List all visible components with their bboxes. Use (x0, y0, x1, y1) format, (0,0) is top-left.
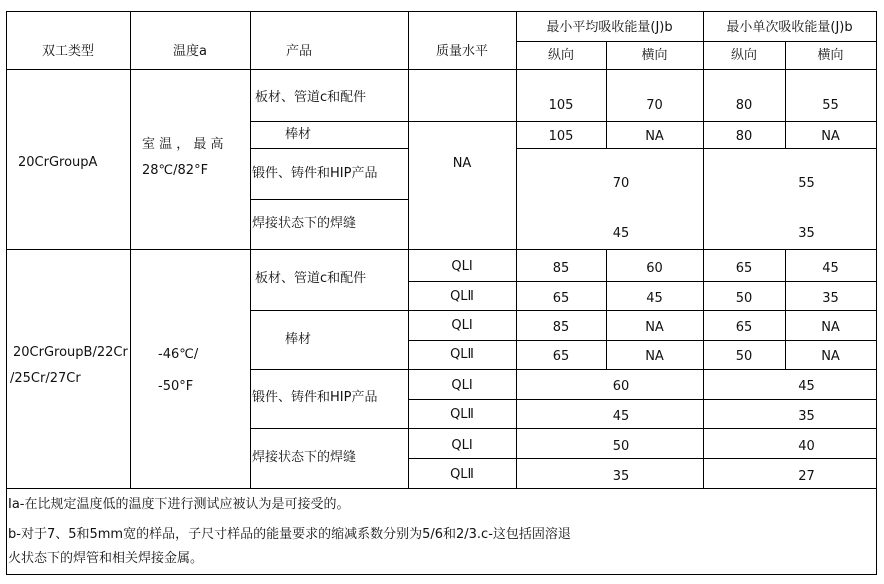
rule (250, 11, 251, 489)
rule (876, 11, 877, 575)
table-cell: 50 (735, 291, 753, 306)
groupA-temp-line1: 室 温 ， 最 高 (142, 137, 224, 152)
header-product: 产品 (286, 44, 313, 59)
rule (6, 488, 876, 489)
header-single-trans: 横向 (817, 48, 844, 63)
table-cell: 50 (612, 439, 630, 454)
table-cell: 70 (612, 176, 630, 191)
table-cell: 65 (735, 261, 753, 276)
groupB-temp-line1: -46℃/ (158, 347, 199, 362)
table-cell: 45 (646, 291, 663, 306)
header-single-long: 纵向 (730, 48, 757, 63)
table-cell: NA (821, 129, 840, 144)
header-single-energy: 最小单次吸收能量(J)b (726, 20, 853, 35)
table-cell: 60 (612, 379, 630, 394)
rule (250, 428, 876, 429)
table-cell: 55 (822, 98, 839, 113)
quality-level: QLⅡ (450, 407, 474, 422)
quality-level: QLI (451, 378, 473, 393)
groupA-product: 板材、管道c和配件 (255, 90, 367, 105)
groupB-type-line1: 20CrGroupB/22Cr (13, 345, 128, 360)
rule (408, 399, 876, 400)
groupA-product: 棒材 (285, 127, 312, 142)
table-cell: 85 (552, 320, 570, 335)
table-cell: 65 (552, 349, 570, 364)
quality-level: QLⅡ (450, 347, 474, 362)
quality-level: QLI (451, 259, 473, 274)
footnote-b-line2: 火状态下的焊管和相关焊接金属。 (8, 551, 204, 566)
header-type: 双工类型 (41, 44, 94, 59)
table-cell: NA (645, 349, 664, 364)
rule (250, 121, 876, 122)
table-cell: 55 (798, 176, 815, 191)
rule (250, 310, 876, 311)
rule (250, 199, 408, 200)
groupB-type-line2: /25Cr/27Cr (10, 371, 81, 386)
rule (6, 574, 876, 575)
table-cell: 35 (612, 469, 630, 484)
rule (6, 11, 876, 12)
groupB-product: 板材、管道c和配件 (255, 271, 367, 286)
table-cell: 35 (798, 226, 815, 241)
rule (250, 148, 408, 149)
table-cell: 50 (735, 349, 753, 364)
rule (6, 11, 7, 575)
rule (250, 369, 876, 370)
table-cell: 80 (735, 98, 753, 113)
table-cell: 45 (822, 261, 839, 276)
rule (408, 458, 876, 459)
table-cell: 65 (552, 291, 570, 306)
groupB-temp-line2: -50°F (158, 379, 194, 394)
table-cell: 85 (552, 261, 570, 276)
header-avg-long: 纵向 (547, 48, 574, 63)
table-cell: 45 (612, 226, 630, 241)
quality-level: QLⅡ (450, 467, 474, 482)
rule (408, 340, 876, 341)
rule (130, 11, 131, 489)
table-cell: NA (645, 320, 664, 335)
table-cell: 60 (646, 261, 663, 276)
table-cell: 35 (822, 291, 839, 306)
rule (516, 41, 876, 42)
quality-level: QLI (451, 438, 473, 453)
table-cell: 80 (735, 129, 753, 144)
table-cell: 27 (798, 469, 815, 484)
table-cell: 45 (798, 379, 815, 394)
groupB-product: 棒材 (285, 332, 312, 347)
rule (6, 69, 876, 70)
table-cell: NA (821, 349, 840, 364)
groupB-product: 锻件、铸件和HIP产品 (252, 390, 378, 405)
table-cell: NA (645, 129, 664, 144)
groupA-quality: NA (452, 156, 472, 171)
header-temp: 温度a (173, 44, 207, 59)
rule (6, 249, 876, 250)
footnote-a: Ia-在比规定温度低的温度下进行测试应被认为是可接受的。 (8, 497, 350, 512)
table-cell: 105 (548, 98, 574, 113)
groupA-product: 焊接状态下的焊缝 (252, 216, 357, 231)
table-cell: NA (821, 320, 840, 335)
rule (408, 281, 876, 282)
groupA-type: 20CrGroupA (18, 155, 98, 170)
table-cell: 45 (612, 409, 630, 424)
table-cell: 65 (735, 320, 753, 335)
groupB-product: 焊接状态下的焊缝 (252, 450, 357, 465)
table-cell: 105 (548, 129, 574, 144)
groupA-temp-line2: 28℃/82°F (142, 163, 209, 178)
header-avg-energy: 最小平均吸收能量(J)b (546, 20, 673, 35)
footnote-b-line1: b-对于7、5和5mm宽的样品，子尺寸样品的能量要求的缩减系数分别为5/6和2/3.c-这包括固溶退 (8, 527, 571, 542)
quality-level: QLⅡ (450, 289, 474, 304)
table-cell: 70 (646, 98, 663, 113)
rule (516, 148, 876, 149)
table-cell: 40 (798, 439, 815, 454)
quality-level: QLI (451, 318, 473, 333)
groupA-product: 锻件、铸件和HIP产品 (252, 166, 378, 181)
header-quality: 质量水平 (435, 44, 488, 59)
table-cell: 35 (798, 409, 815, 424)
header-avg-trans: 横向 (641, 48, 668, 63)
